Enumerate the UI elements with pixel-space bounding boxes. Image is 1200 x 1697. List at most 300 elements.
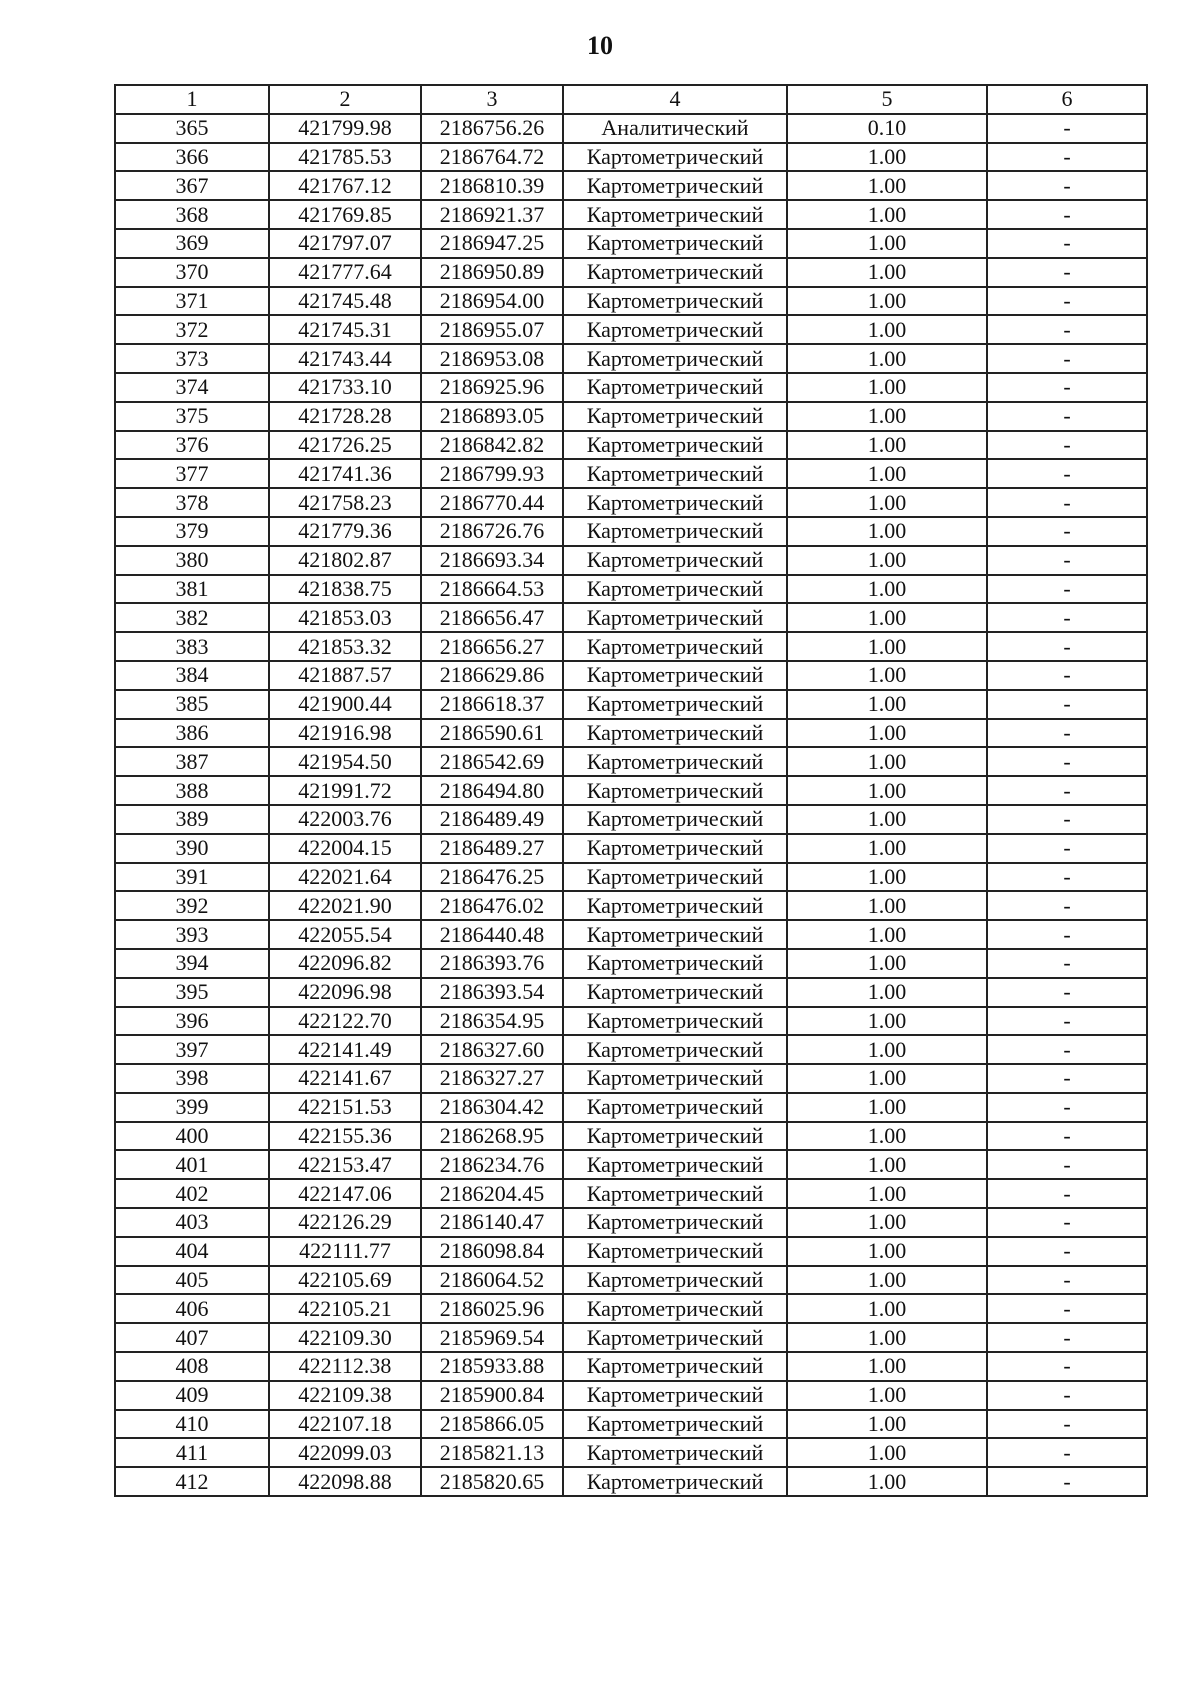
y-coordinate-cell: 2186921.37	[421, 200, 563, 229]
x-coordinate-cell: 421991.72	[269, 776, 421, 805]
method-cell: Картометрический	[563, 920, 787, 949]
description-cell: -	[987, 1294, 1147, 1323]
accuracy-cell: 1.00	[787, 488, 987, 517]
description-cell: -	[987, 402, 1147, 431]
column-header-point-number: 1	[115, 85, 269, 114]
y-coordinate-cell: 2186204.45	[421, 1179, 563, 1208]
x-coordinate-cell: 422099.03	[269, 1438, 421, 1467]
method-cell: Картометрический	[563, 747, 787, 776]
table-row	[115, 719, 1147, 748]
method-cell: Картометрический	[563, 690, 787, 719]
point-number-cell: 365	[115, 114, 269, 143]
table-row	[115, 690, 1147, 719]
method-cell: Картометрический	[563, 1352, 787, 1381]
method-cell: Картометрический	[563, 488, 787, 517]
accuracy-cell: 1.00	[787, 632, 987, 661]
description-cell: -	[987, 920, 1147, 949]
y-coordinate-cell: 2185820.65	[421, 1467, 563, 1496]
x-coordinate-cell: 421745.31	[269, 315, 421, 344]
x-coordinate-cell: 421916.98	[269, 719, 421, 748]
table-row	[115, 978, 1147, 1007]
table-row	[115, 747, 1147, 776]
y-coordinate-cell: 2186954.00	[421, 287, 563, 316]
point-number-cell: 375	[115, 402, 269, 431]
x-coordinate-cell: 422147.06	[269, 1179, 421, 1208]
table-row	[115, 834, 1147, 863]
method-cell: Картометрический	[563, 1007, 787, 1036]
point-number-cell: 367	[115, 171, 269, 200]
description-cell: -	[987, 1438, 1147, 1467]
description-cell: -	[987, 1035, 1147, 1064]
table-row	[115, 863, 1147, 892]
description-cell: -	[987, 315, 1147, 344]
description-cell: -	[987, 603, 1147, 632]
x-coordinate-cell: 422098.88	[269, 1467, 421, 1496]
description-cell: -	[987, 1179, 1147, 1208]
point-number-cell: 370	[115, 258, 269, 287]
point-number-cell: 374	[115, 373, 269, 402]
description-cell: -	[987, 1237, 1147, 1266]
accuracy-cell: 1.00	[787, 575, 987, 604]
accuracy-cell: 1.00	[787, 719, 987, 748]
x-coordinate-cell: 421728.28	[269, 402, 421, 431]
description-cell: -	[987, 1352, 1147, 1381]
method-cell: Картометрический	[563, 603, 787, 632]
description-cell: -	[987, 1467, 1147, 1496]
method-cell: Картометрический	[563, 459, 787, 488]
x-coordinate-cell: 422105.69	[269, 1266, 421, 1295]
point-number-cell: 400	[115, 1122, 269, 1151]
accuracy-cell: 1.00	[787, 978, 987, 1007]
accuracy-cell: 1.00	[787, 1093, 987, 1122]
accuracy-cell: 1.00	[787, 373, 987, 402]
description-cell: -	[987, 200, 1147, 229]
method-cell: Картометрический	[563, 575, 787, 604]
accuracy-cell: 1.00	[787, 1122, 987, 1151]
point-number-cell: 409	[115, 1381, 269, 1410]
x-coordinate-cell: 421777.64	[269, 258, 421, 287]
table-row	[115, 661, 1147, 690]
description-cell: -	[987, 344, 1147, 373]
x-coordinate-cell: 421779.36	[269, 517, 421, 546]
x-coordinate-cell: 421887.57	[269, 661, 421, 690]
accuracy-cell: 1.00	[787, 287, 987, 316]
description-cell: -	[987, 171, 1147, 200]
description-cell: -	[987, 488, 1147, 517]
table-row	[115, 805, 1147, 834]
table-row	[115, 344, 1147, 373]
method-cell: Картометрический	[563, 315, 787, 344]
x-coordinate-cell: 422122.70	[269, 1007, 421, 1036]
accuracy-cell: 1.00	[787, 459, 987, 488]
table-row	[115, 1179, 1147, 1208]
x-coordinate-cell: 422155.36	[269, 1122, 421, 1151]
y-coordinate-cell: 2185821.13	[421, 1438, 563, 1467]
accuracy-cell: 1.00	[787, 1035, 987, 1064]
y-coordinate-cell: 2186304.42	[421, 1093, 563, 1122]
description-cell: -	[987, 1208, 1147, 1237]
table-row	[115, 315, 1147, 344]
method-cell: Картометрический	[563, 719, 787, 748]
accuracy-cell: 1.00	[787, 1179, 987, 1208]
table-row	[115, 287, 1147, 316]
table-row	[115, 1467, 1147, 1496]
y-coordinate-cell: 2186542.69	[421, 747, 563, 776]
y-coordinate-cell: 2186590.61	[421, 719, 563, 748]
point-number-cell: 386	[115, 719, 269, 748]
description-cell: -	[987, 258, 1147, 287]
point-number-cell: 393	[115, 920, 269, 949]
y-coordinate-cell: 2186629.86	[421, 661, 563, 690]
point-number-cell: 371	[115, 287, 269, 316]
method-cell: Картометрический	[563, 143, 787, 172]
method-cell: Картометрический	[563, 805, 787, 834]
accuracy-cell: 1.00	[787, 402, 987, 431]
table-row	[115, 1035, 1147, 1064]
x-coordinate-cell: 422096.98	[269, 978, 421, 1007]
method-cell: Картометрический	[563, 978, 787, 1007]
point-number-cell: 397	[115, 1035, 269, 1064]
method-cell: Картометрический	[563, 1150, 787, 1179]
x-coordinate-cell: 422105.21	[269, 1294, 421, 1323]
y-coordinate-cell: 2186494.80	[421, 776, 563, 805]
accuracy-cell: 1.00	[787, 661, 987, 690]
point-number-cell: 410	[115, 1410, 269, 1439]
table-row	[115, 891, 1147, 920]
y-coordinate-cell: 2186925.96	[421, 373, 563, 402]
method-cell: Картометрический	[563, 661, 787, 690]
accuracy-cell: 1.00	[787, 517, 987, 546]
x-coordinate-cell: 421799.98	[269, 114, 421, 143]
accuracy-cell: 1.00	[787, 920, 987, 949]
table-row	[115, 459, 1147, 488]
point-number-cell: 373	[115, 344, 269, 373]
y-coordinate-cell: 2185933.88	[421, 1352, 563, 1381]
y-coordinate-cell: 2186393.54	[421, 978, 563, 1007]
description-cell: -	[987, 690, 1147, 719]
description-cell: -	[987, 1093, 1147, 1122]
point-number-cell: 396	[115, 1007, 269, 1036]
y-coordinate-cell: 2186950.89	[421, 258, 563, 287]
point-number-cell: 394	[115, 949, 269, 978]
method-cell: Картометрический	[563, 171, 787, 200]
x-coordinate-cell: 422055.54	[269, 920, 421, 949]
accuracy-cell: 1.00	[787, 1237, 987, 1266]
point-number-cell: 389	[115, 805, 269, 834]
method-cell: Картометрический	[563, 229, 787, 258]
method-cell: Картометрический	[563, 431, 787, 460]
y-coordinate-cell: 2186770.44	[421, 488, 563, 517]
method-cell: Картометрический	[563, 1323, 787, 1352]
point-number-cell: 395	[115, 978, 269, 1007]
y-coordinate-cell: 2186476.02	[421, 891, 563, 920]
method-cell: Картометрический	[563, 1208, 787, 1237]
x-coordinate-cell: 421733.10	[269, 373, 421, 402]
x-coordinate-cell: 421797.07	[269, 229, 421, 258]
y-coordinate-cell: 2186234.76	[421, 1150, 563, 1179]
point-number-cell: 385	[115, 690, 269, 719]
y-coordinate-cell: 2186799.93	[421, 459, 563, 488]
table-body	[115, 114, 1147, 1496]
y-coordinate-cell: 2186955.07	[421, 315, 563, 344]
y-coordinate-cell: 2186764.72	[421, 143, 563, 172]
x-coordinate-cell: 421767.12	[269, 171, 421, 200]
point-number-cell: 391	[115, 863, 269, 892]
y-coordinate-cell: 2186756.26	[421, 114, 563, 143]
x-coordinate-cell: 422126.29	[269, 1208, 421, 1237]
y-coordinate-cell: 2186025.96	[421, 1294, 563, 1323]
accuracy-cell: 1.00	[787, 1410, 987, 1439]
description-cell: -	[987, 661, 1147, 690]
description-cell: -	[987, 546, 1147, 575]
y-coordinate-cell: 2186893.05	[421, 402, 563, 431]
description-cell: -	[987, 949, 1147, 978]
table-row	[115, 546, 1147, 575]
accuracy-cell: 1.00	[787, 258, 987, 287]
x-coordinate-cell: 421741.36	[269, 459, 421, 488]
y-coordinate-cell: 2186726.76	[421, 517, 563, 546]
point-number-cell: 398	[115, 1064, 269, 1093]
point-number-cell: 401	[115, 1150, 269, 1179]
point-number-cell: 387	[115, 747, 269, 776]
description-cell: -	[987, 978, 1147, 1007]
y-coordinate-cell: 2185969.54	[421, 1323, 563, 1352]
point-number-cell: 408	[115, 1352, 269, 1381]
y-coordinate-cell: 2186098.84	[421, 1237, 563, 1266]
table-row	[115, 488, 1147, 517]
accuracy-cell: 1.00	[787, 834, 987, 863]
method-cell: Картометрический	[563, 1179, 787, 1208]
accuracy-cell: 1.00	[787, 1438, 987, 1467]
point-number-cell: 383	[115, 632, 269, 661]
table-row	[115, 1294, 1147, 1323]
description-cell: -	[987, 575, 1147, 604]
x-coordinate-cell: 422004.15	[269, 834, 421, 863]
method-cell: Картометрический	[563, 402, 787, 431]
y-coordinate-cell: 2185866.05	[421, 1410, 563, 1439]
table-row	[115, 1093, 1147, 1122]
accuracy-cell: 1.00	[787, 891, 987, 920]
accuracy-cell: 1.00	[787, 1381, 987, 1410]
point-number-cell: 404	[115, 1237, 269, 1266]
description-cell: -	[987, 143, 1147, 172]
point-number-cell: 369	[115, 229, 269, 258]
y-coordinate-cell: 2186489.27	[421, 834, 563, 863]
table-row	[115, 1237, 1147, 1266]
point-number-cell: 406	[115, 1294, 269, 1323]
y-coordinate-cell: 2185900.84	[421, 1381, 563, 1410]
accuracy-cell: 1.00	[787, 200, 987, 229]
y-coordinate-cell: 2186953.08	[421, 344, 563, 373]
method-cell: Картометрический	[563, 373, 787, 402]
method-cell: Картометрический	[563, 891, 787, 920]
description-cell: -	[987, 373, 1147, 402]
description-cell: -	[987, 431, 1147, 460]
table-row	[115, 200, 1147, 229]
column-header-y: 3	[421, 85, 563, 114]
x-coordinate-cell: 421853.32	[269, 632, 421, 661]
table-row	[115, 1007, 1147, 1036]
point-number-cell: 377	[115, 459, 269, 488]
method-cell: Картометрический	[563, 1381, 787, 1410]
point-number-cell: 399	[115, 1093, 269, 1122]
x-coordinate-cell: 422109.30	[269, 1323, 421, 1352]
accuracy-cell: 1.00	[787, 747, 987, 776]
accuracy-cell: 1.00	[787, 229, 987, 258]
x-coordinate-cell: 421743.44	[269, 344, 421, 373]
accuracy-cell: 1.00	[787, 546, 987, 575]
table-row	[115, 603, 1147, 632]
method-cell: Картометрический	[563, 1467, 787, 1496]
x-coordinate-cell: 422003.76	[269, 805, 421, 834]
description-cell: -	[987, 517, 1147, 546]
x-coordinate-cell: 422096.82	[269, 949, 421, 978]
method-cell: Картометрический	[563, 1410, 787, 1439]
y-coordinate-cell: 2186947.25	[421, 229, 563, 258]
table-row	[115, 1150, 1147, 1179]
point-number-cell: 384	[115, 661, 269, 690]
method-cell: Картометрический	[563, 949, 787, 978]
point-number-cell: 403	[115, 1208, 269, 1237]
description-cell: -	[987, 719, 1147, 748]
x-coordinate-cell: 421954.50	[269, 747, 421, 776]
table-header	[115, 85, 1147, 114]
accuracy-cell: 1.00	[787, 1266, 987, 1295]
accuracy-cell: 1.00	[787, 863, 987, 892]
method-cell: Картометрический	[563, 776, 787, 805]
table-row	[115, 373, 1147, 402]
method-cell: Картометрический	[563, 258, 787, 287]
table-row	[115, 258, 1147, 287]
accuracy-cell: 1.00	[787, 690, 987, 719]
point-number-cell: 368	[115, 200, 269, 229]
y-coordinate-cell: 2186664.53	[421, 575, 563, 604]
point-number-cell: 388	[115, 776, 269, 805]
y-coordinate-cell: 2186354.95	[421, 1007, 563, 1036]
y-coordinate-cell: 2186268.95	[421, 1122, 563, 1151]
x-coordinate-cell: 421769.85	[269, 200, 421, 229]
coordinates-table	[114, 84, 1148, 1497]
table-row	[115, 114, 1147, 143]
accuracy-cell: 1.00	[787, 344, 987, 373]
point-number-cell: 379	[115, 517, 269, 546]
x-coordinate-cell: 421900.44	[269, 690, 421, 719]
description-cell: -	[987, 229, 1147, 258]
description-cell: -	[987, 747, 1147, 776]
table-row	[115, 1266, 1147, 1295]
x-coordinate-cell: 422153.47	[269, 1150, 421, 1179]
header-row	[115, 85, 1147, 114]
x-coordinate-cell: 421802.87	[269, 546, 421, 575]
y-coordinate-cell: 2186618.37	[421, 690, 563, 719]
x-coordinate-cell: 422021.90	[269, 891, 421, 920]
accuracy-cell: 1.00	[787, 143, 987, 172]
column-header-accuracy: 5	[787, 85, 987, 114]
method-cell: Картометрический	[563, 1266, 787, 1295]
method-cell: Картометрический	[563, 1237, 787, 1266]
description-cell: -	[987, 1122, 1147, 1151]
description-cell: -	[987, 834, 1147, 863]
method-cell: Картометрический	[563, 517, 787, 546]
method-cell: Картометрический	[563, 287, 787, 316]
y-coordinate-cell: 2186476.25	[421, 863, 563, 892]
method-cell: Картометрический	[563, 344, 787, 373]
x-coordinate-cell: 421853.03	[269, 603, 421, 632]
description-cell: -	[987, 1007, 1147, 1036]
table-row	[115, 402, 1147, 431]
accuracy-cell: 1.00	[787, 431, 987, 460]
table-row	[115, 1381, 1147, 1410]
method-cell: Картометрический	[563, 863, 787, 892]
accuracy-cell: 1.00	[787, 805, 987, 834]
description-cell: -	[987, 805, 1147, 834]
accuracy-cell: 1.00	[787, 776, 987, 805]
point-number-cell: 366	[115, 143, 269, 172]
table-row	[115, 431, 1147, 460]
accuracy-cell: 1.00	[787, 1208, 987, 1237]
method-cell: Картометрический	[563, 632, 787, 661]
accuracy-cell: 1.00	[787, 171, 987, 200]
table-row	[115, 1438, 1147, 1467]
table-row	[115, 632, 1147, 661]
accuracy-cell: 1.00	[787, 949, 987, 978]
description-cell: -	[987, 459, 1147, 488]
x-coordinate-cell: 422021.64	[269, 863, 421, 892]
x-coordinate-cell: 421838.75	[269, 575, 421, 604]
point-number-cell: 381	[115, 575, 269, 604]
table-row	[115, 776, 1147, 805]
description-cell: -	[987, 114, 1147, 143]
y-coordinate-cell: 2186810.39	[421, 171, 563, 200]
point-number-cell: 412	[115, 1467, 269, 1496]
description-cell: -	[987, 1150, 1147, 1179]
point-number-cell: 372	[115, 315, 269, 344]
table-row	[115, 1122, 1147, 1151]
x-coordinate-cell: 422107.18	[269, 1410, 421, 1439]
column-header-method: 4	[563, 85, 787, 114]
table-row	[115, 1323, 1147, 1352]
point-number-cell: 405	[115, 1266, 269, 1295]
column-header-x: 2	[269, 85, 421, 114]
y-coordinate-cell: 2186693.34	[421, 546, 563, 575]
point-number-cell: 378	[115, 488, 269, 517]
accuracy-cell: 1.00	[787, 1150, 987, 1179]
point-number-cell: 411	[115, 1438, 269, 1467]
y-coordinate-cell: 2186440.48	[421, 920, 563, 949]
table-row	[115, 229, 1147, 258]
y-coordinate-cell: 2186327.60	[421, 1035, 563, 1064]
y-coordinate-cell: 2186140.47	[421, 1208, 563, 1237]
method-cell: Картометрический	[563, 1122, 787, 1151]
table-row	[115, 517, 1147, 546]
y-coordinate-cell: 2186656.47	[421, 603, 563, 632]
x-coordinate-cell: 422111.77	[269, 1237, 421, 1266]
description-cell: -	[987, 1381, 1147, 1410]
y-coordinate-cell: 2186064.52	[421, 1266, 563, 1295]
x-coordinate-cell: 422112.38	[269, 1352, 421, 1381]
description-cell: -	[987, 287, 1147, 316]
method-cell: Картометрический	[563, 1093, 787, 1122]
x-coordinate-cell: 422151.53	[269, 1093, 421, 1122]
accuracy-cell: 0.10	[787, 114, 987, 143]
method-cell: Картометрический	[563, 1294, 787, 1323]
accuracy-cell: 1.00	[787, 1352, 987, 1381]
accuracy-cell: 1.00	[787, 1064, 987, 1093]
x-coordinate-cell: 421726.25	[269, 431, 421, 460]
accuracy-cell: 1.00	[787, 603, 987, 632]
page-number: 10	[587, 31, 613, 60]
table-row	[115, 143, 1147, 172]
